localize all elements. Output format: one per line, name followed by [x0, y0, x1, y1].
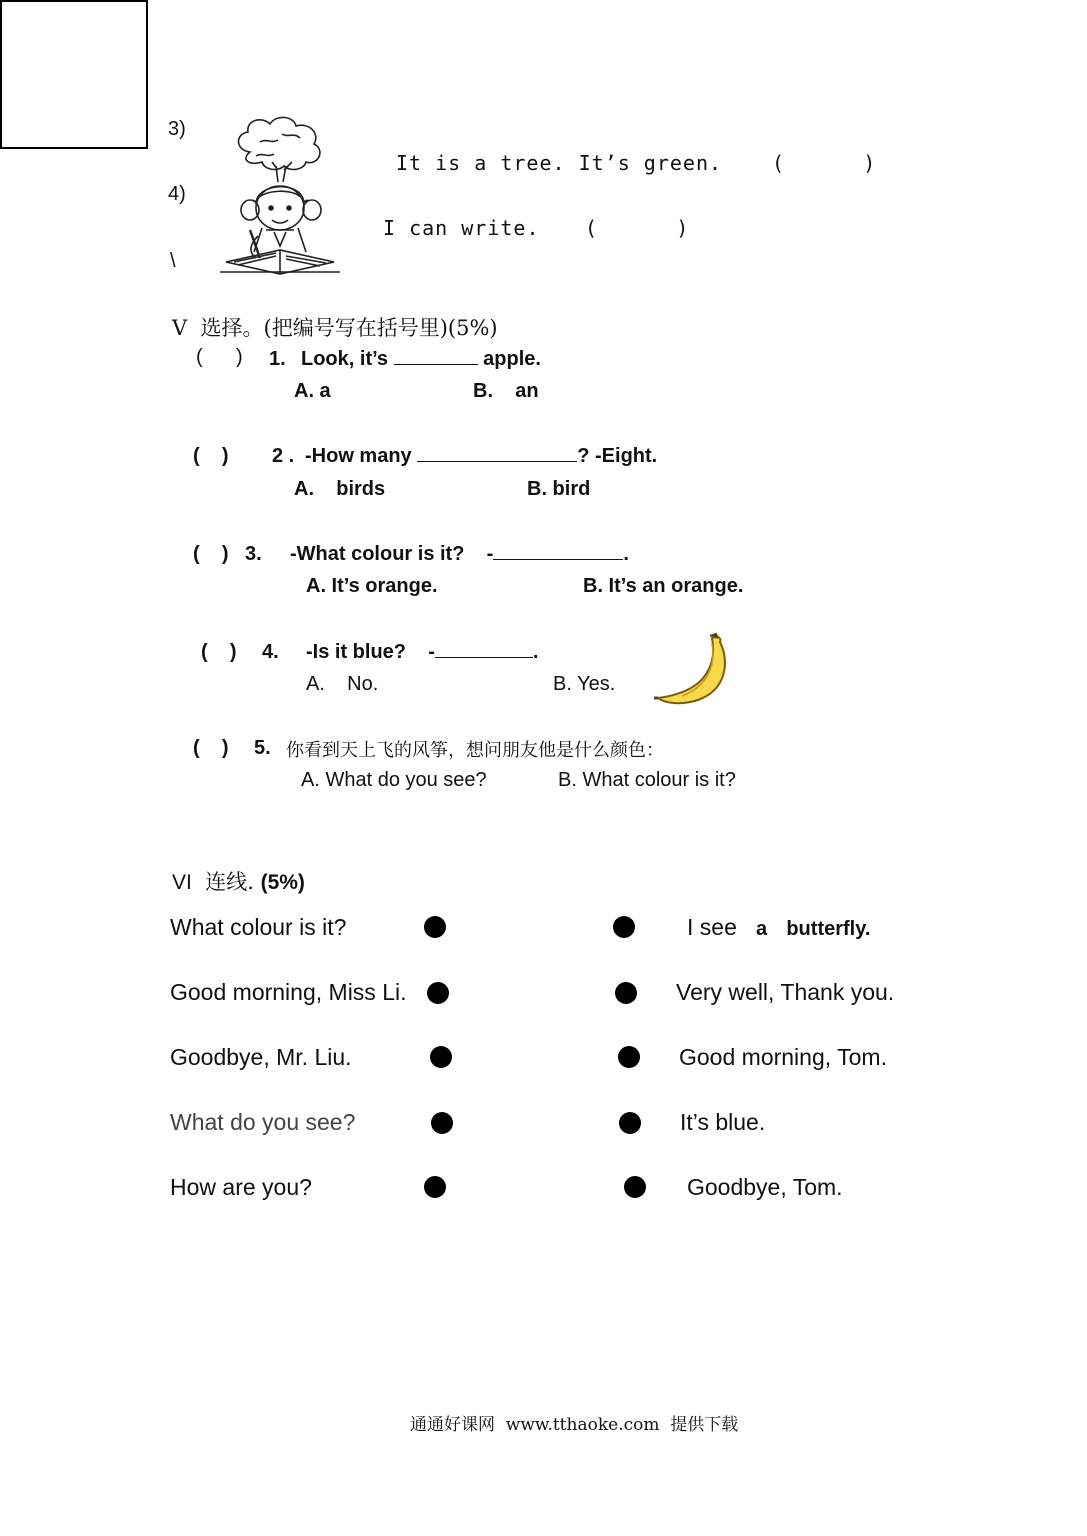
match-dot-left-2[interactable]	[427, 982, 449, 1004]
match-left-1: What colour is it?	[170, 914, 347, 940]
footer-text: 通通好课网 www.tthaoke.com 提供下载	[410, 1415, 739, 1435]
q5-bracket: ( )	[193, 737, 229, 759]
match-right-1-c: butterfly.	[786, 918, 871, 940]
q4-stem-before: -Is it blue? -	[306, 641, 435, 663]
match-dot-right-3[interactable]	[618, 1046, 640, 1068]
q3-option-a: A. It’s orange.	[306, 575, 438, 597]
match-left-5: How are you?	[170, 1174, 312, 1200]
match-right-1-a: I see	[687, 914, 737, 940]
match-dot-left-4[interactable]	[431, 1112, 453, 1134]
item-4-number: 4)	[168, 183, 186, 205]
match-left-2: Good morning, Miss Li.	[170, 979, 407, 1005]
q2-number: 2 .	[272, 445, 295, 467]
q1-stem-after: apple.	[483, 348, 541, 370]
match-right-1-b: a	[756, 918, 768, 940]
q1-blank	[394, 363, 478, 365]
item-3-number: 3)	[168, 118, 186, 140]
match-dot-right-5[interactable]	[624, 1176, 646, 1198]
match-right-5: Goodbye, Tom.	[687, 1174, 843, 1200]
q2-blank	[417, 460, 577, 462]
item-4-bracket: ( )	[585, 216, 690, 240]
q2-option-a: A. birds	[294, 478, 386, 500]
q1-stem	[301, 348, 541, 371]
item-4-sentence: I can write.	[383, 216, 540, 240]
corner-box	[0, 0, 148, 149]
q5-number: 5.	[254, 737, 271, 759]
match-right-4: It’s blue.	[680, 1109, 766, 1135]
q3-number: 3.	[245, 543, 262, 565]
section-vi-heading	[172, 866, 305, 896]
match-dot-left-5[interactable]	[424, 1176, 446, 1198]
q1-option-a: A. a	[294, 380, 331, 402]
q3-option-b: B. It’s an orange.	[583, 575, 744, 597]
match-dot-right-4[interactable]	[619, 1112, 641, 1134]
match-dot-right-1[interactable]	[613, 916, 635, 938]
q3-stem	[290, 543, 629, 566]
q3-bracket: ( )	[193, 543, 229, 565]
q4-blank	[435, 656, 533, 658]
q4-bracket: ( )	[201, 641, 237, 663]
q4-option-b: B. Yes.	[553, 673, 616, 695]
section-vi-score: (5%)	[260, 871, 305, 894]
q2-option-b: B. bird	[527, 478, 591, 500]
q4-number: 4.	[262, 641, 279, 663]
q2-stem	[305, 445, 657, 468]
stray-mark: \	[170, 250, 176, 272]
q4-stem-after: .	[532, 641, 539, 663]
q5-option-b: B. What colour is it?	[558, 769, 736, 791]
tree-girl-writing-illustration	[220, 112, 340, 277]
match-left-4: What do you see?	[170, 1109, 356, 1135]
q2-stem-after: ? -Eight.	[577, 445, 658, 467]
match-dot-left-1[interactable]	[424, 916, 446, 938]
q5-option-a: A. What do you see?	[301, 769, 487, 791]
q1-number: 1.	[269, 348, 286, 370]
q3-stem-after: .	[623, 543, 629, 565]
section-vi-title: 连线.	[205, 870, 254, 894]
section-vi-roman: VI	[172, 871, 192, 894]
q2-stem-before: -How many	[305, 445, 412, 467]
match-right-3: Good morning, Tom.	[679, 1044, 887, 1070]
match-dot-right-2[interactable]	[615, 982, 637, 1004]
q3-blank	[493, 558, 623, 560]
match-dot-left-3[interactable]	[430, 1046, 452, 1068]
q1-bracket: ( )	[196, 346, 243, 368]
match-right-2: Very well, Thank you.	[676, 979, 895, 1005]
q4-stem	[306, 641, 538, 664]
q2-bracket: ( )	[193, 445, 229, 467]
section-v-heading: V 选择。(把编号写在括号里)(5%)	[172, 316, 498, 340]
q4-option-a: A. No.	[306, 673, 379, 695]
match-right-1	[687, 914, 870, 941]
item-3-bracket: ( )	[772, 151, 877, 175]
q5-stem: 你看到天上飞的风筝，想问朋友他是什么颜色：	[286, 740, 664, 761]
q3-stem-before: -What colour is it? -	[290, 543, 494, 565]
match-left-3: Goodbye, Mr. Liu.	[170, 1044, 352, 1070]
q1-stem-before: Look, it’s	[301, 348, 389, 370]
banana-illustration	[652, 632, 732, 706]
q1-option-b: B. an	[473, 380, 539, 402]
item-3-sentence: It is a tree. It’s green.	[396, 151, 723, 175]
